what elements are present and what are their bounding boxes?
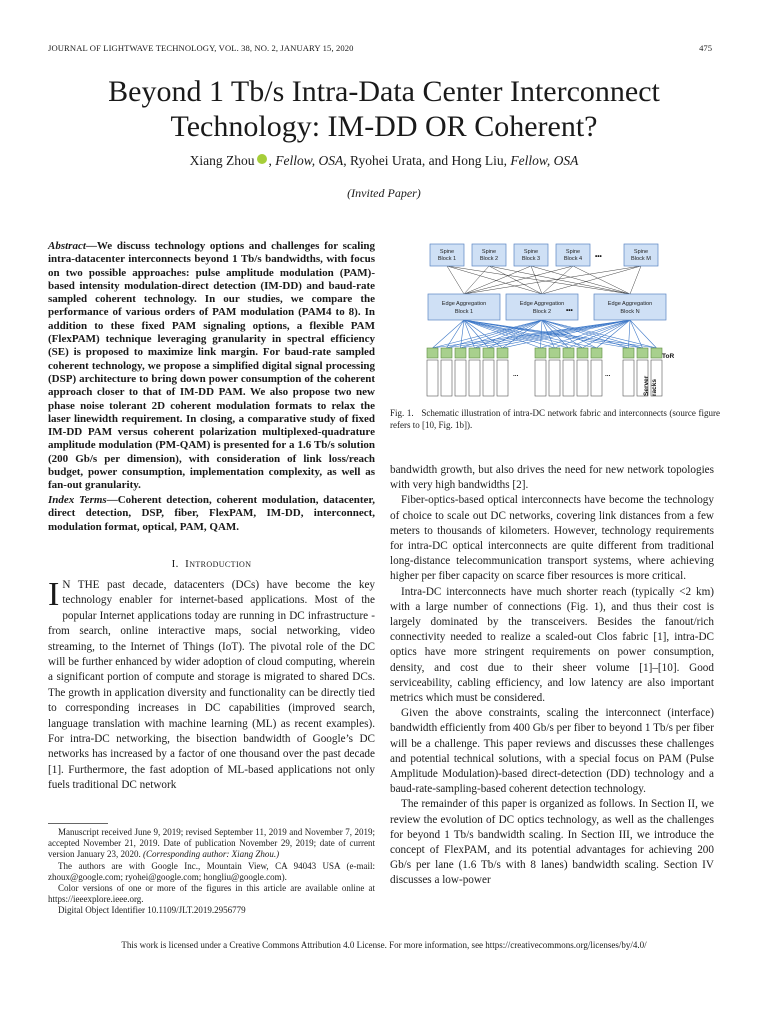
tor-switch	[427, 348, 438, 358]
section-heading	[48, 558, 375, 570]
spine-block-label: Spine	[633, 249, 649, 255]
spine-edge-link	[489, 266, 630, 294]
corresponding-author: (Corresponding author: Xiang Zhou.)	[142, 849, 280, 860]
edge-tor-link	[630, 320, 657, 348]
spine-block	[430, 244, 464, 266]
edge-tor-link	[630, 320, 643, 348]
edge-block-label: Edge Aggregation	[441, 301, 487, 307]
edge-aggregation-block	[428, 294, 500, 320]
footnote-affiliation: The authors are with Google Inc., Mountain View, CA 94043 USA (e-mail: zhoux@google.com; ryohei@google.com; hongliu@google.com).	[48, 860, 375, 882]
abstract-text: —We discuss technology options and challenges for scaling intra-datacenter interconnects beyond 1 Tb/s bandwidths, with focus on two possible approaches: pulse amplitude modulation (PAM)-based intensity modulation-direct detection (IM-DD) and baud-rate sampled coherent technology. In our studies, we compare the performance of various orders of PAM modulation (PAM4 to 8). In addition to these fixed PAM signaling options, a flexible PAM (FlexPAM) technique leveraging granularity in spectral efficiency (SE) is proposed to maximize link margin. For baud-rate sampled coherent technology, we propose a simplified digital signal processing (DSP) architecture to bring down power consumption of the coherent approach closer to that of IM-DD PAM. We also propose two new phase noise tolerant 2D coherent modulation formats to relax the laser linewidth requirement. In closing, a comparative study of fixed IM-DD PAM versus coherent polarization multiplexed-quadrature amplitude modulation (PM-QAM) is presented for a 1.6 Tb/s solution (200 Gb/s per dimension), with consideration of link loss/reach budget, power consumption, implementation complexity, as well as fan-out granularity.	[48, 240, 375, 492]
spine-block	[514, 244, 548, 266]
edge-aggregation-blocks	[428, 294, 666, 320]
tor-switch	[563, 348, 574, 358]
spine-edge-link	[630, 266, 641, 294]
spine-block	[556, 244, 590, 266]
paragraph: Intra-DC interconnects have much shorter reach (typically <2 km) with a large number of connections (Fig. 1), and thus their cost is largely dominated by the transceivers. Besides the fanout/rich connectivity needed to realize a scaled-out Clos fabric [1], intra-DC optics have more stringent requirements on power consumption, density, and cost due to their sheer volume [1]–[10]. Good serviceability, cabling efficiency, and low latency are also important metrics which must be considered.	[390, 585, 714, 705]
edge-tor-link	[542, 320, 597, 348]
author-line: Xiang Zhou , Fellow, OSA, Ryohei Urata, and Hong Liu, Fellow, OSA	[189, 153, 579, 168]
figure-1-network-diagram	[390, 236, 720, 406]
tor-switch	[535, 348, 546, 358]
author-name: Hong Liu	[451, 153, 504, 168]
tor-label: ToR	[662, 353, 675, 360]
spine-edge-link	[464, 266, 489, 294]
spine-ellipsis: •••	[595, 253, 602, 260]
tor-switch	[497, 348, 508, 358]
tor-switch	[455, 348, 466, 358]
edge-ellipsis: •••	[566, 307, 573, 314]
footnotes	[48, 827, 375, 917]
footnote-doi: Digital Object Identifier 10.1109/JLT.2019.2956779	[58, 905, 246, 916]
footnote-color-versions: Color versions of one or more of the figures in this article are available online at https://ieeexplore.ieee.org.	[48, 883, 375, 905]
tor-switch	[441, 348, 452, 358]
right-column-text	[390, 463, 714, 889]
index-terms	[48, 494, 375, 534]
server-rack	[577, 360, 588, 396]
tor-switches	[427, 348, 662, 396]
tor-switch	[549, 348, 560, 358]
spine-block	[472, 244, 506, 266]
server-rack	[455, 360, 466, 396]
spine-block-label: Block M	[631, 256, 651, 262]
spine-block-label: Spine	[439, 249, 455, 255]
section-title: Introduction	[185, 558, 252, 570]
rack-ellipsis: ...	[513, 371, 519, 378]
license-footer: This work is licensed under a Creative Commons Attribution 4.0 License. For more information, see https://creativecommons.org/licenses/by/4.0/	[121, 940, 647, 950]
paragraph: bandwidth growth, but also drives the need for new network topologies with very high bandwidths [2].	[390, 464, 714, 492]
server-rack	[441, 360, 452, 396]
footnote-dates: Manuscript received June 9, 2019; revised September 11, 2019 and November 7, 2019; accepted November 21, 2019. Date of publication November 29, 2019; date of current version January 23, 2020.	[48, 827, 375, 860]
tor-switch	[591, 348, 602, 358]
spine-block-label: Block 3	[521, 256, 541, 262]
tor-switch	[623, 348, 634, 358]
caption-label: Fig. 1.	[390, 408, 414, 418]
paragraph: Fiber-optics-based optical interconnects have become the technology of choice to scale out DC networks, covering link distances from a few meters to thousands of kilometers. However, technology requirements for intra-DC optical interconnects are quite different from traditional long-distance telecommunication transport systems, where achieving higher per fiber capacity on scarce fiber resources is more critical.	[390, 494, 714, 583]
caption-text: Schematic illustration of intra-DC network fabric and interconnects (source figure refers to [10, Fig. 1b]).	[390, 408, 720, 430]
section-number: I.	[171, 558, 179, 570]
author-affiliation: Fellow, OSA	[510, 153, 579, 168]
spine-block-label: Spine	[565, 249, 581, 255]
spine-block	[624, 244, 658, 266]
edge-aggregation-block	[594, 294, 666, 320]
server-racks-label-line1: Server	[643, 375, 650, 396]
edge-block-label: Edge Aggregation	[519, 301, 565, 307]
server-rack	[563, 360, 574, 396]
index-terms-lead: Index Terms	[48, 494, 107, 506]
invited-paper-note: (Invited Paper)	[347, 186, 421, 200]
page-number: 475	[699, 43, 712, 53]
spine-block-label: Block 2	[479, 256, 499, 262]
index-terms-text: —Coherent detection, coherent modulation, datacenter, direct detection, DSP, fiber, FlexPAM, IM-DD, interconnect, modulation format, optical, PAM, QAM.	[48, 494, 375, 533]
server-racks-label-line2: racks	[651, 379, 658, 396]
author-affiliation: Fellow, OSA	[275, 153, 344, 168]
spine-blocks	[430, 244, 658, 266]
figure-caption	[390, 408, 720, 431]
edge-block-label: Block 1	[454, 309, 474, 315]
footnote-manuscript	[48, 827, 375, 861]
abstract	[48, 240, 375, 493]
author-name: Xiang Zhou	[189, 153, 255, 168]
tor-switch	[651, 348, 662, 358]
edge-block-label: Edge Aggregation	[607, 301, 653, 307]
server-rack	[497, 360, 508, 396]
server-rack	[483, 360, 494, 396]
tor-switch	[637, 348, 648, 358]
journal-header: JOURNAL OF LIGHTWAVE TECHNOLOGY, VOL. 38, NO. 2, JANUARY 15, 2020	[48, 43, 354, 53]
server-rack	[469, 360, 480, 396]
paragraph: Given the above constraints, scaling the interconnect (interface) bandwidth efficiently from 400 Gb/s per fiber to beyond 1 Tb/s per fiber will be a challenge. This paper reviews and discusses these challenges and potential technical solutions, with a special focus on PAM (Pulse Amplitude Modulation)-based direct-detection (DD) technology and a baud-rate-sampling-based coherent detection technology.	[390, 707, 714, 796]
edge-block-label: Block N	[620, 309, 640, 315]
orcid-icon[interactable]	[257, 154, 267, 164]
spine-block-label: Block 4	[563, 256, 583, 262]
server-rack	[535, 360, 546, 396]
server-rack	[549, 360, 560, 396]
author-name: Ryohei Urata	[350, 153, 422, 168]
server-rack	[591, 360, 602, 396]
introduction-text: N THE past decade, datacenters (DCs) have become the key technology enabler for internet-based applications. Most of the popular Internet applications today are running in DC infrastructure - from search, online interactive maps, social networking, video streaming, to the Internet of Things (IoT). The pivotal role of the DC will be further enhanced by wider adoption of cloud computing, wherein a significant portion of compute and storage is migrated to shared DCs. The growth in application diversity and functionality can be directly tied to corresponding increases in DC capabilities (improved search, language translation with machine learning (ML) as recent examples). For intra-DC networking, the bisection bandwidth of Google’s DC networks has increased by a factor of one thousand over the past decade [1]. Furthermore, the fast adoption of ML-based applications not only fuels traditional DC network	[48, 579, 375, 792]
tor-switch	[577, 348, 588, 358]
tor-switch	[483, 348, 494, 358]
server-rack	[623, 360, 634, 396]
spine-block-label: Spine	[481, 249, 497, 255]
paper-title: Beyond 1 Tb/s Intra-Data Center Interconnect Technology: IM-DD OR Coherent?	[108, 75, 660, 143]
tor-switch	[469, 348, 480, 358]
paragraph: The remainder of this paper is organized as follows. In Section II, we review the evolution of DC optics technology, as well as the challenges for beyond 1 Tb/s bandwidth scaling. In Section III, we introduce the concept of FlexPAM, and its potential advantages for achieving 200 Gb/s per lane (1.6 Tb/s with 8 lanes) bandwidth scaling. Section IV discusses a low-power	[390, 798, 714, 887]
spine-block-label: Block 1	[437, 256, 457, 262]
introduction-paragraph	[48, 578, 375, 794]
drop-cap: I	[48, 576, 60, 613]
spine-block-label: Spine	[523, 249, 539, 255]
spine-edge-link	[531, 266, 542, 294]
edge-block-label: Block 2	[532, 309, 552, 315]
abstract-lead: Abstract	[48, 240, 86, 252]
rack-ellipsis: ...	[605, 371, 611, 378]
server-rack	[427, 360, 438, 396]
footnote-divider	[48, 823, 108, 824]
